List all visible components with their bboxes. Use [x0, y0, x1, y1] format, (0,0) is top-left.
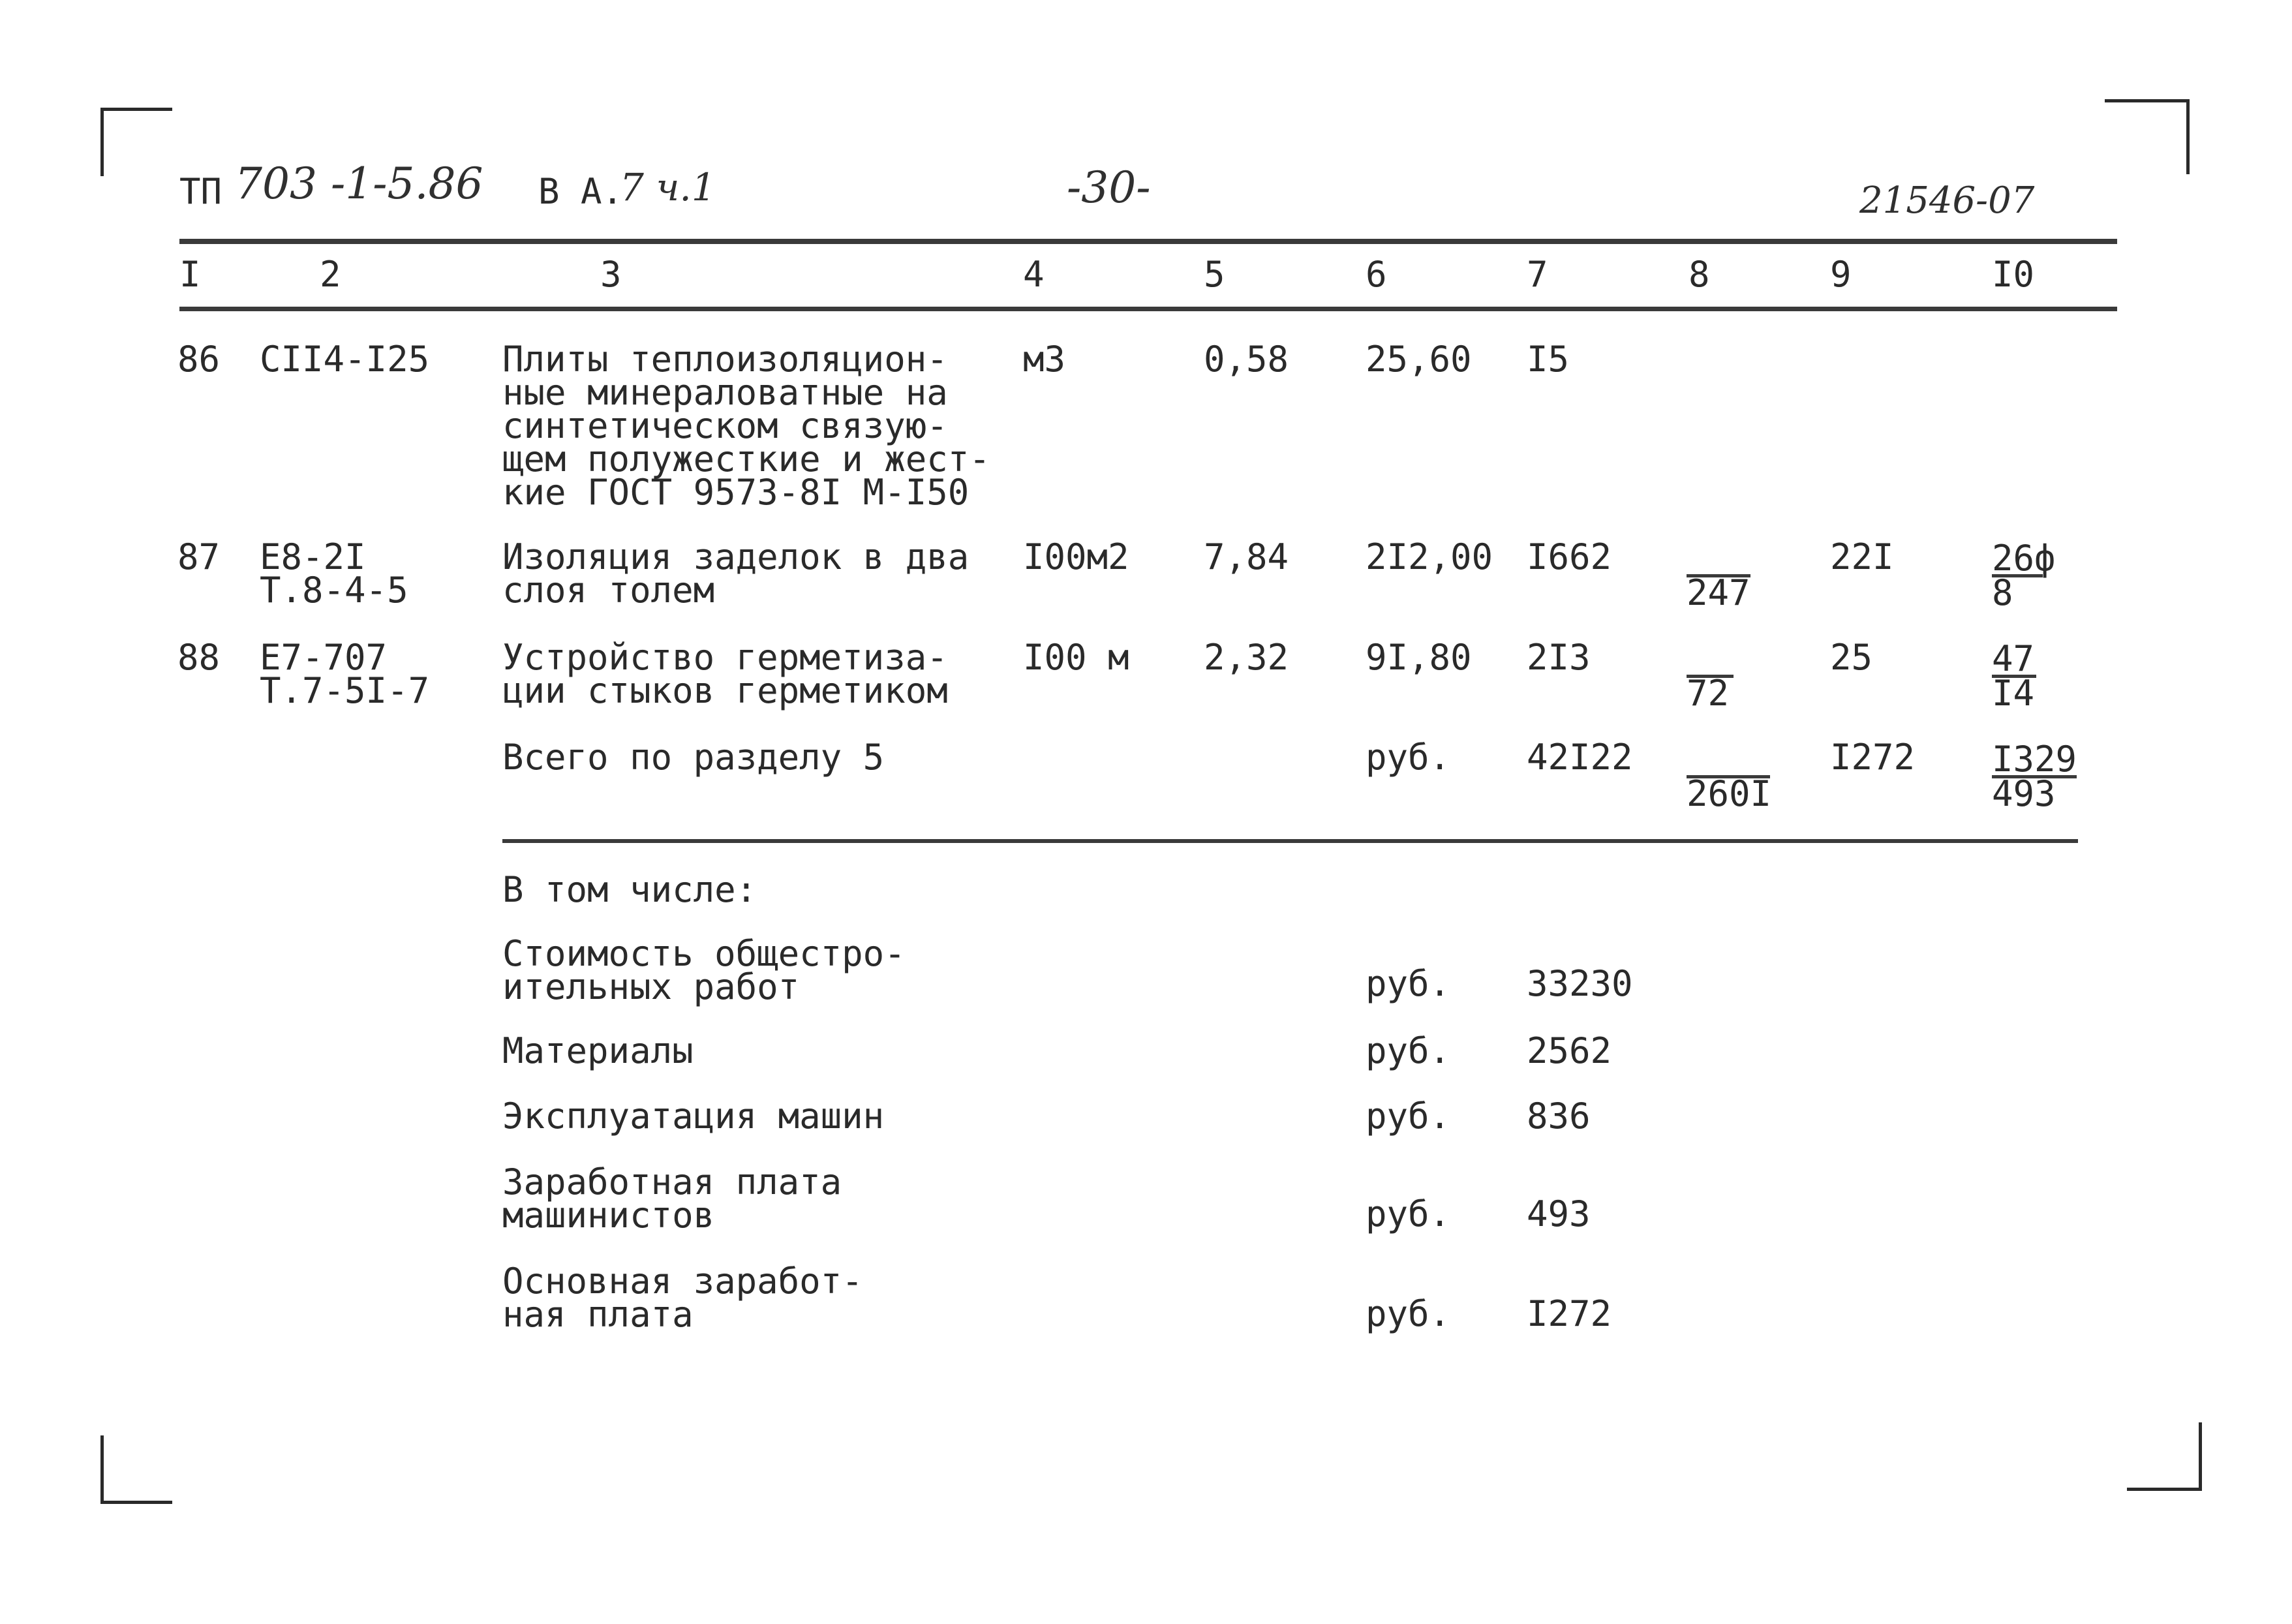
column-number-8: 8: [1688, 254, 1710, 295]
work-description: синтетическом связую-: [502, 405, 948, 446]
breakdown-label: машинистов: [502, 1195, 715, 1236]
breakdown-unit: руб.: [1366, 963, 1451, 1004]
breakdown-unit: руб.: [1366, 1095, 1451, 1137]
unit: I00м2: [1023, 536, 1129, 577]
breakdown-label: Материалы: [502, 1030, 694, 1071]
unit: м3: [1023, 339, 1066, 380]
column-number-1: I: [179, 254, 201, 295]
column-number-6: 6: [1366, 254, 1387, 295]
work-description: кие ГОСТ 9573-8I М-I50: [502, 472, 970, 513]
breakdown-value: 33230: [1527, 963, 1633, 1004]
breakdown-value: 493: [1527, 1193, 1591, 1234]
column-number-2: 2: [320, 254, 341, 295]
breakdown-value: I272: [1527, 1293, 1612, 1334]
archive-number: 21546-07: [1859, 179, 2035, 222]
section-total-column-9: I272: [1830, 737, 1916, 778]
quantity: 0,58: [1204, 339, 1289, 380]
total-cost: I5: [1527, 339, 1570, 380]
column-number-10: I0: [1992, 254, 2035, 295]
breakdown-label: Эксплуатация машин: [502, 1095, 885, 1137]
section-total-unit: руб.: [1366, 737, 1451, 778]
corner-mark-bottom-left: [100, 1435, 172, 1504]
quantity: 2,32: [1204, 637, 1289, 678]
breakdown-label: Стоимость общестро-: [502, 933, 906, 974]
quantity: 7,84: [1204, 536, 1289, 577]
corner-mark-top-right: [2105, 99, 2190, 174]
row-number: 86: [177, 339, 221, 380]
volume-prefix: В А.: [538, 171, 624, 212]
column-number-3: 3: [600, 254, 622, 295]
total-cost: 2I3: [1527, 637, 1591, 678]
work-description: Устройство герметиза-: [502, 637, 948, 678]
corner-mark-top-left: [100, 108, 172, 176]
header-rule-top: [179, 239, 2117, 244]
breakdown-label: Основная заработ-: [502, 1261, 863, 1302]
rate-code: Т.7-5I-7: [260, 670, 430, 711]
unit-price: 25,60: [1366, 339, 1472, 380]
document-code: 703 -1-5.86: [235, 159, 483, 209]
including-label: В том числе:: [502, 869, 757, 910]
work-description: слоя толем: [502, 570, 715, 611]
column-8-value: 72: [1687, 643, 1734, 709]
column-10-value: 26ф 8: [1992, 538, 2056, 613]
header-rule-bottom: [179, 307, 2117, 311]
column-9-value: 22I: [1830, 536, 1894, 577]
column-8-value: 247: [1687, 572, 1750, 613]
unit-price: 2I2,00: [1366, 536, 1493, 577]
work-description: щем полужесткие и жест-: [502, 438, 990, 480]
breakdown-label: ная плата: [502, 1294, 694, 1335]
breakdown-value: 2562: [1527, 1030, 1612, 1071]
breakdown-unit: руб.: [1366, 1193, 1451, 1234]
column-number-4: 4: [1023, 254, 1045, 295]
breakdown-label: Заработная плата: [502, 1161, 842, 1203]
volume-number: 7 ч.1: [620, 165, 716, 209]
work-description: ные минераловатные на: [502, 372, 948, 413]
work-description: Изоляция заделок в два: [502, 536, 970, 577]
unit-price: 9I,80: [1366, 637, 1472, 678]
breakdown-unit: руб.: [1366, 1030, 1451, 1071]
column-number-5: 5: [1204, 254, 1225, 295]
section-separator: [502, 839, 2078, 843]
rate-code: Е8-2I: [260, 536, 366, 577]
section-total-column-8: 260I: [1687, 773, 1772, 814]
unit: I00 м: [1023, 637, 1129, 678]
section-total-cost: 42I22: [1527, 737, 1633, 778]
breakdown-label: ительных работ: [502, 966, 800, 1007]
row-number: 88: [177, 637, 221, 678]
rate-code: Е7-707: [260, 637, 388, 678]
column-9-value: 25: [1830, 637, 1873, 678]
rate-code: СII4-I25: [260, 339, 430, 380]
section-total-column-10: $\frac{I329}{493}$: [1992, 739, 2077, 814]
work-description: ции стыков герметиком: [502, 670, 948, 711]
section-total-label: Всего по разделу 5: [502, 737, 885, 778]
total-cost: I662: [1527, 536, 1612, 577]
page-number: -30-: [1067, 162, 1151, 213]
column-number-7: 7: [1527, 254, 1548, 295]
work-description: Плиты теплоизоляцион-: [502, 339, 948, 380]
rate-code: Т.8-4-5: [260, 570, 408, 611]
column-10-value: $\frac{47}{I4}$: [1992, 643, 2036, 709]
document-code-prefix: ТП: [179, 171, 222, 212]
column-number-9: 9: [1830, 254, 1852, 295]
breakdown-value: 836: [1527, 1095, 1591, 1137]
row-number: 87: [177, 536, 221, 577]
corner-mark-bottom-right: [2127, 1422, 2202, 1491]
breakdown-unit: руб.: [1366, 1293, 1451, 1334]
